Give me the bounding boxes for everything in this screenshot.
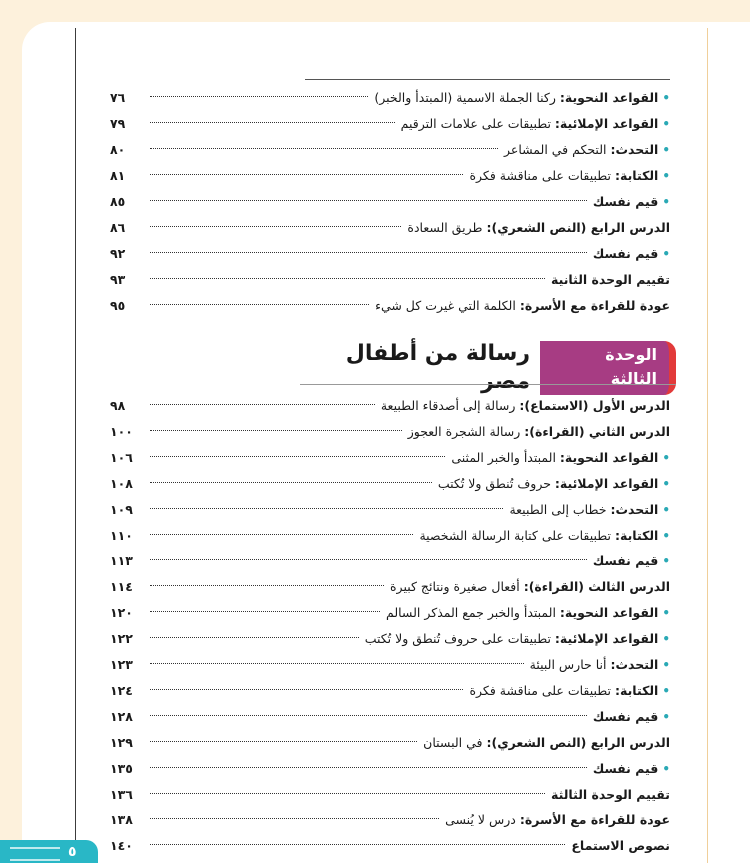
- toc-entry-text: [375, 294, 670, 318]
- toc-entry-label: الكتابة:: [615, 682, 659, 698]
- toc-entry-text: [571, 834, 670, 858]
- toc-entry: [110, 834, 670, 858]
- page-number: ٥: [68, 844, 77, 860]
- toc-entry-text: [386, 601, 670, 625]
- toc-entry-title: تطبيقات على كتابة الرسالة الشخصية: [419, 527, 615, 543]
- toc-entry-title: حروف تُنطق ولا تُكتب: [437, 475, 555, 491]
- toc-entry-text: [551, 783, 670, 807]
- dot-leader: [150, 844, 565, 845]
- toc-page-number: ٨٠: [110, 142, 126, 157]
- toc-entry-text: [374, 86, 670, 110]
- toc-entry-title: درس لا يُنسى: [445, 812, 520, 828]
- toc-entry: [110, 164, 670, 188]
- dot-leader: [150, 663, 524, 664]
- toc-page-number: ٩٣: [110, 272, 126, 287]
- tab-decoration: [10, 847, 60, 861]
- toc-entry-title: المبتدأ والخبر جمع المذكر السالم: [386, 605, 560, 621]
- toc-entry: [110, 627, 670, 651]
- toc-entry-title: تطبيقات على علامات الترقيم: [400, 116, 555, 131]
- toc-page-number: ١١٠: [110, 527, 133, 543]
- toc-page-number: ٨١: [110, 168, 126, 183]
- toc-entry-title: المبتدأ والخبر المثنى: [451, 449, 560, 465]
- dot-leader: [150, 715, 587, 716]
- toc-entry-label: قيم نفسك: [592, 194, 659, 209]
- toc-entry-label: قيم نفسك: [592, 760, 659, 776]
- toc-page-number: ١٠٩: [110, 501, 133, 517]
- toc-entry-label: التحدث:: [610, 657, 659, 672]
- toc-page-number: ١١٣: [110, 553, 133, 569]
- dot-leader: [150, 278, 545, 279]
- toc-page-number: ٧٩: [110, 116, 126, 131]
- toc-entry-label: الدرس الأول (الاستماع):: [519, 398, 670, 413]
- toc-entry: [110, 705, 670, 729]
- toc-entry-label: التحدث:: [610, 142, 659, 157]
- right-margin-line: [707, 28, 708, 863]
- toc-entry: [110, 86, 670, 110]
- toc-entry-text: [593, 549, 670, 573]
- toc-entry: [110, 679, 670, 703]
- toc-entry: [110, 575, 670, 599]
- unit-heading-rule: [300, 384, 676, 385]
- bullet-icon: •: [662, 606, 670, 621]
- toc-entry-title: خطاب إلى الطبيعة: [509, 501, 611, 517]
- toc-page-number: ١٢٣: [110, 657, 133, 672]
- toc-entry-text: [593, 242, 670, 266]
- toc-entry-text: [445, 808, 670, 832]
- toc-entry-label: القواعد النحوية:: [559, 605, 659, 621]
- toc-entry-title: تطبيقات على مناقشة فكرة: [469, 682, 615, 698]
- bullet-icon: •: [662, 247, 670, 261]
- toc-entry-title: التحكم في المشاعر: [503, 142, 611, 157]
- toc-entry-text: [530, 653, 670, 677]
- toc-page-number: ٨٥: [110, 194, 126, 209]
- toc-entry-title: طريق السعادة: [407, 220, 487, 235]
- toc-entry: [110, 472, 670, 496]
- toc-entry-text: [509, 498, 670, 522]
- toc-page-number: ١٣٦: [110, 786, 133, 802]
- toc-page-number: ٩٥: [110, 298, 126, 313]
- dot-leader: [150, 637, 359, 638]
- toc-entry: [110, 549, 670, 573]
- toc-entry-label: قيم نفسك: [592, 246, 659, 261]
- toc-page-number: ١٣٨: [110, 812, 133, 828]
- left-margin-line: [75, 28, 76, 863]
- bullet-icon: •: [662, 169, 670, 183]
- bullet-icon: •: [662, 450, 670, 465]
- dot-leader: [150, 611, 380, 612]
- toc-entry-text: [365, 627, 670, 651]
- dot-leader: [150, 148, 498, 149]
- toc-entry-text: [390, 575, 670, 599]
- toc-entry-label: تقييم الوحدة الثالثة: [551, 786, 670, 802]
- toc-page-number: ١٤٠: [110, 838, 133, 854]
- toc-entry-text: [438, 472, 670, 496]
- dot-leader: [150, 200, 587, 201]
- toc-entry-text: [593, 757, 670, 781]
- toc-entry: [110, 242, 670, 266]
- bullet-icon: •: [662, 528, 670, 543]
- dot-leader: [150, 96, 368, 97]
- dot-leader: [150, 508, 503, 509]
- dot-leader: [150, 585, 384, 586]
- toc-entry-text: [504, 138, 670, 162]
- bullet-icon: •: [662, 143, 670, 157]
- toc-entry-label: قيم نفسك: [592, 553, 659, 569]
- toc-entry-title: تطبيقات على مناقشة فكرة: [469, 168, 615, 183]
- toc-entry-title: رسالة إلى أصدقاء الطبيعة: [380, 398, 520, 413]
- dot-leader: [150, 404, 375, 405]
- toc-page-number: ٩٨: [110, 398, 126, 413]
- toc-entry-label: الدرس الرابع (النص الشعري):: [486, 734, 670, 750]
- toc-entry-text: [423, 731, 670, 755]
- toc-entry: [110, 268, 670, 292]
- toc-entry-label: القواعد النحوية:: [559, 449, 659, 465]
- dot-leader: [150, 534, 413, 535]
- toc-entry-label: الكتابة:: [615, 527, 659, 543]
- bullet-icon: •: [662, 658, 670, 672]
- dot-leader: [150, 456, 445, 457]
- dot-leader: [150, 430, 402, 431]
- toc-entry: [110, 112, 670, 136]
- toc-entry-label: الدرس الرابع (النص الشعري):: [486, 220, 670, 235]
- toc-entry: [110, 731, 670, 755]
- toc-entry: [110, 294, 670, 318]
- toc-entry-text: [419, 524, 670, 548]
- dot-leader: [150, 226, 401, 227]
- toc-page-number: ١٢٠: [110, 605, 133, 621]
- toc-entry: [110, 190, 670, 214]
- bullet-icon: •: [662, 632, 670, 647]
- toc-entry-title: ركنا الجملة الاسمية (المبتدأ والخبر): [374, 90, 560, 105]
- toc-entry-text: [593, 705, 670, 729]
- toc-entry-title: الكلمة التي غيرت كل شيء: [375, 298, 520, 313]
- dot-leader: [150, 482, 432, 483]
- toc-entry: [110, 757, 670, 781]
- section-top-rule: [305, 79, 670, 80]
- toc-entry: [110, 420, 670, 444]
- bullet-icon: •: [662, 502, 670, 517]
- unit-title: رسالة من أطفال مصر: [345, 341, 531, 394]
- bullet-icon: •: [662, 554, 670, 569]
- toc-entry-text: [551, 268, 670, 292]
- toc-page-number: ١٢٢: [110, 631, 133, 647]
- dot-leader: [150, 174, 463, 175]
- toc-entry-text: [451, 446, 670, 470]
- dot-leader: [150, 304, 369, 305]
- bullet-icon: •: [662, 709, 670, 724]
- toc-entry-label: الدرس الثاني (القراءة):: [524, 423, 670, 439]
- toc-entry: [110, 601, 670, 625]
- bullet-icon: •: [662, 91, 670, 105]
- toc-entry-label: تقييم الوحدة الثانية: [551, 272, 670, 287]
- toc-entry: [110, 138, 670, 162]
- dot-leader: [150, 793, 545, 794]
- toc-entry: [110, 216, 670, 240]
- dot-leader: [150, 689, 463, 690]
- toc-entry-text: [408, 420, 670, 444]
- toc-page-number: ١٣٥: [110, 760, 133, 776]
- toc-entry-label: الكتابة:: [615, 168, 659, 183]
- bullet-icon: •: [662, 117, 670, 131]
- dot-leader: [150, 741, 417, 742]
- toc-entry: [110, 524, 670, 548]
- toc-entry-text: [469, 164, 670, 188]
- toc-page-number: ٨٦: [110, 220, 126, 235]
- toc-entry-label: القواعد الإملائية:: [554, 116, 659, 131]
- toc-page-number: ١٠٠: [110, 423, 133, 439]
- dot-leader: [150, 122, 395, 123]
- toc-entry: [110, 446, 670, 470]
- toc-page-number: ٩٢: [110, 246, 126, 261]
- toc-entry-title: رسالة الشجرة العجوز: [407, 423, 525, 439]
- bullet-icon: •: [662, 683, 670, 698]
- dot-leader: [150, 252, 587, 253]
- unit-3-heading: [300, 341, 676, 394]
- dot-leader: [150, 559, 587, 560]
- toc-entry-label: عودة للقراءة مع الأسرة:: [519, 298, 670, 313]
- toc-entry-text: [381, 394, 670, 418]
- toc-entry-text: [469, 679, 670, 703]
- toc-entry-text: [593, 190, 670, 214]
- dot-leader: [150, 767, 587, 768]
- bullet-icon: •: [662, 195, 670, 209]
- toc-page-number: ١٢٤: [110, 682, 133, 698]
- bullet-icon: •: [662, 761, 670, 776]
- bullet-icon: •: [662, 476, 670, 491]
- toc-entry-title: أنا حارس البيئة: [529, 657, 611, 672]
- toc-entry-text: [407, 216, 670, 240]
- toc-entry-title: تطبيقات على حروف تُنطق ولا تُكتب: [364, 631, 555, 647]
- toc-entry-label: القواعد الإملائية:: [554, 475, 659, 491]
- toc-entry-text: [401, 112, 670, 136]
- toc-page-number: ١٢٨: [110, 708, 133, 724]
- dot-leader: [150, 818, 439, 819]
- toc-entry: [110, 394, 670, 418]
- toc-page-number: ٧٦: [110, 90, 126, 105]
- toc-entry-title: أفعال صغيرة ونتائج كبيرة: [390, 579, 524, 595]
- toc-page-number: ١٠٨: [110, 475, 133, 491]
- toc-entry-label: نصوص الاستماع: [571, 838, 670, 854]
- toc-entry: [110, 783, 670, 807]
- toc-entry: [110, 808, 670, 832]
- unit-badge: الوحدة الثالثة: [540, 341, 676, 395]
- toc-entry-label: الدرس الثالث (القراءة):: [523, 579, 670, 595]
- toc-entry-label: قيم نفسك: [592, 708, 659, 724]
- toc-entry: [110, 498, 670, 522]
- toc-page-number: ١٠٦: [110, 449, 133, 465]
- toc-page-number: ١٢٩: [110, 734, 133, 750]
- toc-entry: [110, 653, 670, 677]
- toc-entry-label: القواعد النحوية:: [559, 90, 659, 105]
- toc-entry-label: عودة للقراءة مع الأسرة:: [519, 812, 670, 828]
- toc-page-number: ١١٤: [110, 579, 133, 595]
- toc-entry-label: التحدث:: [610, 501, 659, 517]
- toc-entry-label: القواعد الإملائية:: [554, 631, 659, 647]
- toc-entry-title: في البستان: [423, 734, 487, 750]
